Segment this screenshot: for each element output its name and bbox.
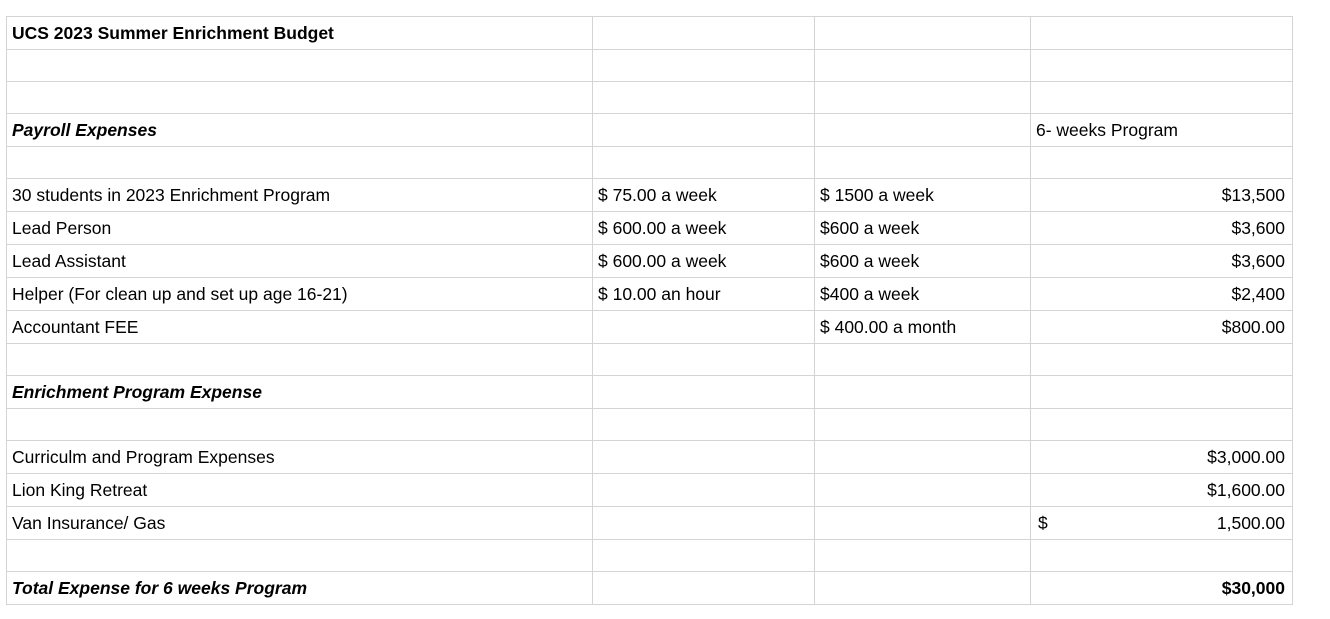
empty-cell[interactable] — [593, 441, 815, 474]
weekly-cost-cell[interactable]: $600 a week — [815, 212, 1031, 245]
empty-cell[interactable] — [7, 409, 593, 441]
empty-cell[interactable] — [815, 344, 1031, 376]
total-cell[interactable]: $1,600.00 — [1031, 474, 1293, 507]
empty-cell[interactable] — [7, 540, 593, 572]
line-item[interactable]: Helper (For clean up and set up age 16-21) — [7, 278, 593, 311]
currency-symbol: $ — [1038, 512, 1048, 533]
table-row — [7, 474, 1293, 507]
budget-title[interactable]: UCS 2023 Summer Enrichment Budget — [7, 17, 593, 50]
empty-cell[interactable] — [1031, 82, 1293, 114]
empty-cell[interactable] — [7, 50, 593, 82]
empty-cell[interactable] — [7, 82, 593, 114]
total-cell[interactable] — [1031, 507, 1293, 540]
total-cell[interactable]: $3,000.00 — [1031, 441, 1293, 474]
blank-row — [7, 344, 1293, 376]
total-cell[interactable]: $3,600 — [1031, 245, 1293, 278]
enrichment-heading-row — [7, 376, 1293, 409]
table-row — [7, 311, 1293, 344]
line-item[interactable]: Lion King Retreat — [7, 474, 593, 507]
table-row — [7, 278, 1293, 311]
empty-cell[interactable] — [815, 441, 1031, 474]
empty-cell[interactable] — [815, 376, 1031, 409]
grand-total-row — [7, 572, 1293, 605]
empty-cell[interactable] — [593, 572, 815, 605]
weekly-cost-cell[interactable]: $ 400.00 a month — [815, 311, 1031, 344]
weekly-cost-cell[interactable]: $400 a week — [815, 278, 1031, 311]
empty-cell[interactable] — [1031, 344, 1293, 376]
empty-cell[interactable] — [815, 409, 1031, 441]
grand-total-label[interactable]: Total Expense for 6 weeks Program — [7, 572, 593, 605]
accounting-value — [1036, 513, 1292, 534]
line-item[interactable]: 30 students in 2023 Enrichment Program — [7, 179, 593, 212]
grand-total-value[interactable]: $30,000 — [1031, 572, 1293, 605]
table-row — [7, 179, 1293, 212]
empty-cell[interactable] — [1031, 17, 1293, 50]
empty-cell[interactable] — [815, 507, 1031, 540]
weekly-cost-cell[interactable]: $ 1500 a week — [815, 179, 1031, 212]
empty-cell[interactable] — [7, 147, 593, 179]
blank-row — [7, 50, 1293, 82]
empty-cell[interactable] — [1031, 409, 1293, 441]
budget-spreadsheet — [6, 16, 1293, 605]
table-row — [7, 212, 1293, 245]
empty-cell[interactable] — [815, 50, 1031, 82]
empty-cell[interactable] — [815, 17, 1031, 50]
empty-cell[interactable] — [593, 114, 815, 147]
blank-row — [7, 147, 1293, 179]
empty-cell[interactable] — [1031, 50, 1293, 82]
line-item[interactable]: Lead Assistant — [7, 245, 593, 278]
empty-cell[interactable] — [593, 474, 815, 507]
table-row — [7, 245, 1293, 278]
blank-row — [7, 540, 1293, 572]
empty-cell[interactable] — [593, 344, 815, 376]
table-row — [7, 507, 1293, 540]
empty-cell[interactable] — [815, 147, 1031, 179]
empty-cell[interactable] — [7, 344, 593, 376]
empty-cell[interactable] — [593, 50, 815, 82]
line-item[interactable]: Accountant FEE — [7, 311, 593, 344]
rate-cell[interactable]: $ 75.00 a week — [593, 179, 815, 212]
table-row — [7, 441, 1293, 474]
empty-cell[interactable] — [593, 147, 815, 179]
rate-cell[interactable]: $ 10.00 an hour — [593, 278, 815, 311]
blank-row — [7, 409, 1293, 441]
payroll-heading[interactable]: Payroll Expenses — [7, 114, 593, 147]
program-duration-label[interactable]: 6- weeks Program — [1031, 114, 1293, 147]
payroll-heading-row — [7, 114, 1293, 147]
empty-cell[interactable] — [593, 17, 815, 50]
empty-cell[interactable] — [1031, 540, 1293, 572]
weekly-cost-cell[interactable]: $600 a week — [815, 245, 1031, 278]
total-cell[interactable]: $2,400 — [1031, 278, 1293, 311]
rate-cell[interactable]: $ 600.00 a week — [593, 212, 815, 245]
line-item[interactable]: Van Insurance/ Gas — [7, 507, 593, 540]
total-cell[interactable]: $3,600 — [1031, 212, 1293, 245]
amount-value: 1,500.00 — [1216, 512, 1285, 533]
line-item[interactable]: Lead Person — [7, 212, 593, 245]
line-item[interactable]: Curriculm and Program Expenses — [7, 441, 593, 474]
empty-cell[interactable] — [593, 376, 815, 409]
empty-cell[interactable] — [815, 82, 1031, 114]
empty-cell[interactable] — [815, 114, 1031, 147]
empty-cell[interactable] — [593, 540, 815, 572]
empty-cell[interactable] — [1031, 376, 1293, 409]
empty-cell[interactable] — [593, 82, 815, 114]
empty-cell[interactable] — [815, 540, 1031, 572]
empty-cell[interactable] — [1031, 147, 1293, 179]
empty-cell[interactable] — [593, 507, 815, 540]
empty-cell[interactable] — [815, 474, 1031, 507]
empty-cell[interactable] — [815, 572, 1031, 605]
rate-cell[interactable]: $ 600.00 a week — [593, 245, 815, 278]
total-cell[interactable]: $800.00 — [1031, 311, 1293, 344]
total-cell[interactable]: $13,500 — [1031, 179, 1293, 212]
enrichment-heading[interactable]: Enrichment Program Expense — [7, 376, 593, 409]
rate-cell[interactable] — [593, 311, 815, 344]
title-row — [7, 17, 1293, 50]
empty-cell[interactable] — [593, 409, 815, 441]
blank-row — [7, 82, 1293, 114]
